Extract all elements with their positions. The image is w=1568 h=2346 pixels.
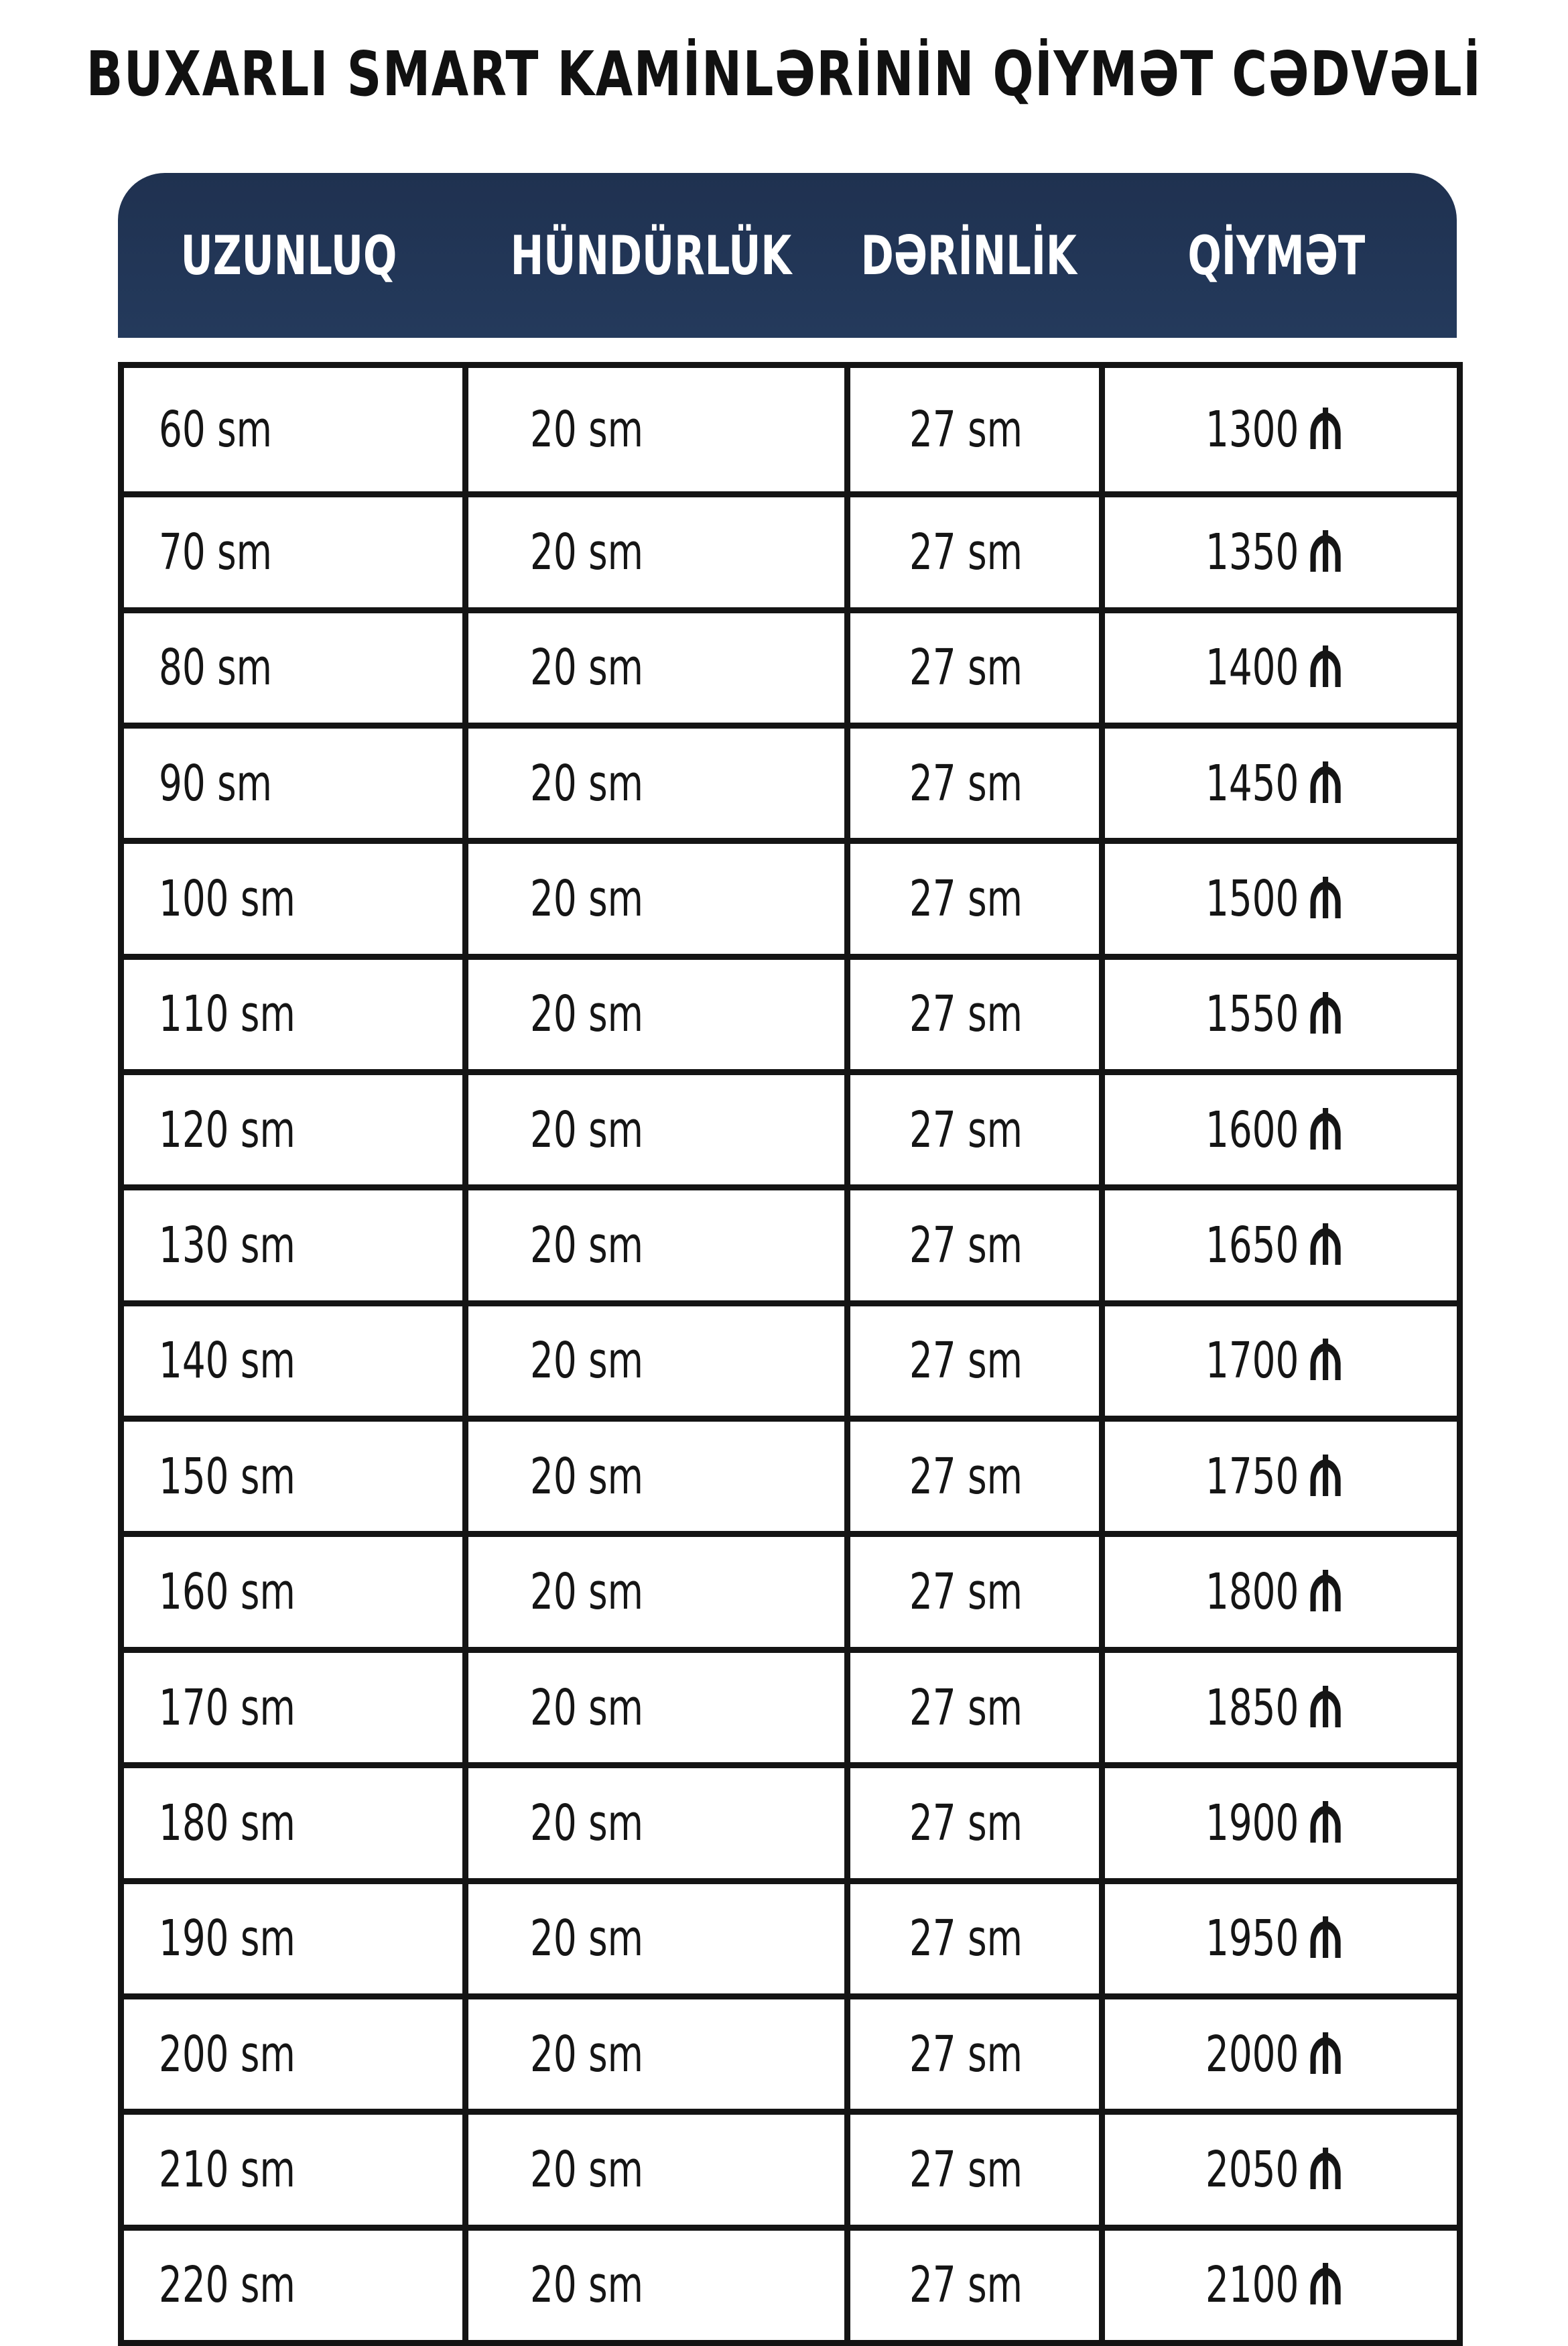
manat-icon [1309, 1684, 1342, 1729]
height-cell [466, 1766, 848, 1881]
manat-icon [1309, 1453, 1342, 1497]
depth-cell-text: 27 sm [909, 1910, 1023, 1968]
column-header-length [118, 173, 460, 338]
price-cell-value [1205, 870, 1342, 928]
price-cell [1102, 1881, 1460, 1996]
depth-cell-value [909, 2141, 1023, 2199]
price-cell-text: 1450 [1205, 754, 1299, 812]
depth-cell-value [909, 985, 1023, 1043]
depth-cell [848, 956, 1102, 1072]
length-cell-value [159, 870, 296, 928]
table-header [118, 173, 1457, 338]
height-cell-value [530, 1101, 643, 1159]
price-cell-text: 1800 [1205, 1563, 1299, 1621]
manat-icon [1309, 1222, 1342, 1266]
price-cell [1102, 1996, 1460, 2111]
manat-icon [1309, 875, 1342, 920]
length-cell-text: 180 sm [159, 1794, 296, 1852]
price-cell-value [1205, 523, 1342, 581]
price-cell-value [1205, 1563, 1342, 1621]
length-cell [121, 2227, 466, 2343]
table-row [121, 1534, 1460, 1650]
manat-icon [1309, 2262, 1342, 2306]
depth-cell-text: 27 sm [909, 870, 1023, 928]
depth-cell [848, 1303, 1102, 1418]
length-cell-text: 190 sm [159, 1910, 296, 1968]
manat-icon [1309, 991, 1342, 1035]
price-cell-text: 1900 [1205, 1794, 1299, 1852]
depth-cell-text: 27 sm [909, 1217, 1023, 1275]
length-cell-text: 120 sm [159, 1101, 296, 1159]
price-cell-value [1205, 639, 1342, 696]
table-row [121, 1303, 1460, 1418]
length-cell [121, 1766, 466, 1881]
price-cell-text: 1650 [1205, 1217, 1299, 1275]
height-cell-text: 20 sm [530, 870, 643, 928]
depth-cell-value [909, 1910, 1023, 1967]
depth-cell-value [909, 870, 1023, 928]
price-cell-value [1205, 1679, 1342, 1737]
depth-cell-text: 27 sm [909, 2025, 1023, 2083]
column-header-height-label: HÜNDÜRLÜK [510, 224, 791, 287]
price-cell-text: 1600 [1205, 1101, 1299, 1159]
height-cell-text: 20 sm [530, 1217, 643, 1275]
price-cell-value [1205, 1101, 1342, 1159]
height-cell-value [530, 401, 643, 458]
length-cell [121, 1419, 466, 1534]
height-cell [466, 365, 848, 495]
price-cell-text: 1750 [1205, 1447, 1299, 1505]
price-cell-value [1205, 401, 1342, 458]
depth-cell [848, 841, 1102, 956]
length-cell [121, 841, 466, 956]
depth-cell-value [909, 1448, 1023, 1505]
price-cell [1102, 2227, 1460, 2343]
manat-icon [1309, 406, 1342, 450]
table-row [121, 495, 1460, 610]
depth-cell [848, 365, 1102, 495]
length-cell-value [159, 985, 296, 1043]
price-table [118, 362, 1463, 2346]
height-cell-value [530, 2256, 643, 2314]
depth-cell [848, 610, 1102, 725]
length-cell-text: 70 sm [159, 523, 272, 582]
price-cell [1102, 495, 1460, 610]
length-cell-value [159, 639, 272, 696]
depth-cell-text: 27 sm [909, 2256, 1023, 2314]
length-cell [121, 956, 466, 1072]
table-row [121, 2227, 1460, 2343]
height-cell-text: 20 sm [530, 401, 643, 459]
height-cell-value [530, 985, 643, 1043]
price-cell [1102, 1188, 1460, 1303]
height-cell-text: 20 sm [530, 1794, 643, 1852]
length-cell-text: 210 sm [159, 2140, 296, 2199]
depth-cell-value [909, 523, 1023, 581]
height-cell-value [530, 1217, 643, 1274]
length-cell-value [159, 2026, 296, 2083]
depth-cell [848, 1419, 1102, 1534]
table-row [121, 726, 1460, 841]
price-cell-value [1205, 1448, 1342, 1505]
price-cell [1102, 1419, 1460, 1534]
price-cell-text: 1500 [1205, 870, 1299, 928]
price-cell-value [1205, 1910, 1342, 1967]
price-cell-value [1205, 755, 1342, 812]
height-cell [466, 1996, 848, 2111]
length-cell-text: 150 sm [159, 1447, 296, 1505]
table-row [121, 1072, 1460, 1188]
height-cell [466, 2227, 848, 2343]
manat-icon [1309, 1337, 1342, 1381]
length-cell-text: 100 sm [159, 870, 296, 928]
height-cell-value [530, 1448, 643, 1505]
height-cell-value [530, 1794, 643, 1852]
table-row [121, 1188, 1460, 1303]
length-cell-value [159, 755, 272, 812]
length-cell-value [159, 1679, 296, 1737]
length-cell [121, 2112, 466, 2227]
depth-cell-value [909, 639, 1023, 696]
table-row [121, 1766, 1460, 1881]
price-cell-value [1205, 985, 1342, 1043]
depth-cell [848, 1650, 1102, 1765]
height-cell [466, 841, 848, 956]
table-row [121, 610, 1460, 725]
depth-cell-text: 27 sm [909, 1447, 1023, 1505]
length-cell-value [159, 2141, 296, 2199]
price-cell-text: 1400 [1205, 639, 1299, 697]
depth-cell-text: 27 sm [909, 401, 1023, 459]
length-cell-value [159, 1794, 296, 1852]
height-cell-value [530, 870, 643, 928]
price-cell-text: 1700 [1205, 1332, 1299, 1390]
length-cell-text: 110 sm [159, 985, 296, 1044]
depth-cell-value [909, 1794, 1023, 1852]
price-cell [1102, 2112, 1460, 2227]
price-cell-value [1205, 2026, 1342, 2083]
manat-icon [1309, 1800, 1342, 1844]
height-cell [466, 956, 848, 1072]
price-cell-value [1205, 1217, 1342, 1274]
column-header-depth [842, 173, 1096, 338]
depth-cell-text: 27 sm [909, 1101, 1023, 1159]
table-row [121, 956, 1460, 1072]
depth-cell-text: 27 sm [909, 2140, 1023, 2199]
length-cell [121, 1188, 466, 1303]
height-cell-text: 20 sm [530, 1101, 643, 1159]
depth-cell [848, 495, 1102, 610]
price-cell-text: 1550 [1205, 985, 1299, 1044]
height-cell [466, 1072, 848, 1188]
depth-cell [848, 1188, 1102, 1303]
depth-cell [848, 1072, 1102, 1188]
depth-cell-value [909, 1101, 1023, 1159]
manat-icon [1309, 2146, 1342, 2190]
length-cell [121, 1534, 466, 1650]
price-cell [1102, 610, 1460, 725]
height-cell-text: 20 sm [530, 1332, 643, 1390]
price-cell [1102, 365, 1460, 495]
height-cell-text: 20 sm [530, 523, 643, 582]
depth-cell [848, 2227, 1102, 2343]
price-cell [1102, 956, 1460, 1072]
page-title: BUXARLI SMART KAMİNLƏRİNİN QİYMƏT CƏDVƏLİ [86, 38, 1482, 110]
length-cell-text: 160 sm [159, 1563, 296, 1621]
manat-icon [1309, 760, 1342, 804]
length-cell [121, 610, 466, 725]
table-row [121, 1881, 1460, 1996]
height-cell [466, 610, 848, 725]
height-cell-text: 20 sm [530, 2140, 643, 2199]
height-cell-text: 20 sm [530, 1678, 643, 1737]
height-cell [466, 726, 848, 841]
depth-cell-text: 27 sm [909, 754, 1023, 812]
column-header-price [1096, 173, 1457, 338]
manat-icon [1309, 1915, 1342, 1959]
depth-cell-text: 27 sm [909, 1794, 1023, 1852]
height-cell-value [530, 755, 643, 812]
depth-cell-text: 27 sm [909, 523, 1023, 582]
depth-cell [848, 1766, 1102, 1881]
length-cell-value [159, 1563, 296, 1621]
depth-cell [848, 1881, 1102, 1996]
depth-cell-text: 27 sm [909, 639, 1023, 697]
price-cell [1102, 841, 1460, 956]
price-cell-value [1205, 1332, 1342, 1390]
manat-icon [1309, 529, 1342, 573]
price-cell [1102, 726, 1460, 841]
price-cell-value [1205, 1794, 1342, 1852]
depth-cell-value [909, 1563, 1023, 1621]
price-cell-text: 2000 [1205, 2025, 1299, 2083]
table-row [121, 841, 1460, 956]
depth-cell-value [909, 2026, 1023, 2083]
depth-cell-text: 27 sm [909, 985, 1023, 1044]
depth-cell-value [909, 401, 1023, 458]
price-cell-text: 1950 [1205, 1910, 1299, 1968]
height-cell-text: 20 sm [530, 1910, 643, 1968]
length-cell-value [159, 401, 272, 458]
price-cell-text: 1300 [1205, 401, 1299, 459]
height-cell [466, 1188, 848, 1303]
length-cell-text: 170 sm [159, 1678, 296, 1737]
height-cell [466, 1650, 848, 1765]
length-cell-text: 80 sm [159, 639, 272, 697]
depth-cell-value [909, 1217, 1023, 1274]
price-cell [1102, 1072, 1460, 1188]
length-cell-text: 140 sm [159, 1332, 296, 1390]
length-cell [121, 1303, 466, 1418]
table-row [121, 2112, 1460, 2227]
length-cell-value [159, 1217, 296, 1274]
depth-cell-value [909, 1679, 1023, 1737]
table-row [121, 1650, 1460, 1765]
price-cell [1102, 1303, 1460, 1418]
price-table-body [121, 365, 1460, 2343]
depth-cell-text: 27 sm [909, 1563, 1023, 1621]
length-cell [121, 1996, 466, 2111]
manat-icon [1309, 2031, 1342, 2075]
height-cell [466, 1303, 848, 1418]
depth-cell-value [909, 1332, 1023, 1390]
depth-cell [848, 1996, 1102, 2111]
length-cell-value [159, 1101, 296, 1159]
depth-cell-value [909, 755, 1023, 812]
price-cell [1102, 1650, 1460, 1765]
price-cell [1102, 1534, 1460, 1650]
height-cell [466, 1881, 848, 1996]
column-header-depth-label: DƏRİNLİK [860, 224, 1077, 287]
depth-cell-value [909, 2256, 1023, 2314]
height-cell-value [530, 523, 643, 581]
length-cell-text: 200 sm [159, 2025, 296, 2083]
length-cell [121, 495, 466, 610]
length-cell-value [159, 1448, 296, 1505]
height-cell-text: 20 sm [530, 2025, 643, 2083]
height-cell-value [530, 639, 643, 696]
length-cell-value [159, 2256, 296, 2314]
length-cell-text: 90 sm [159, 754, 272, 812]
height-cell-text: 20 sm [530, 985, 643, 1044]
height-cell-text: 20 sm [530, 754, 643, 812]
height-cell [466, 1534, 848, 1650]
column-header-length-label: UZUNLUQ [180, 224, 397, 287]
length-cell-text: 220 sm [159, 2256, 296, 2314]
price-cell-text: 1850 [1205, 1678, 1299, 1737]
height-cell-value [530, 1332, 643, 1390]
height-cell-text: 20 sm [530, 1447, 643, 1505]
column-header-price-label: QİYMƏT [1187, 224, 1366, 287]
length-cell-value [159, 1332, 296, 1390]
height-cell-text: 20 sm [530, 639, 643, 697]
length-cell [121, 1881, 466, 1996]
table-row [121, 1996, 1460, 2111]
table-row [121, 365, 1460, 495]
height-cell-text: 20 sm [530, 2256, 643, 2314]
length-cell-text: 130 sm [159, 1217, 296, 1275]
price-cell-text: 2050 [1205, 2140, 1299, 2199]
depth-cell [848, 726, 1102, 841]
height-cell-value [530, 2141, 643, 2199]
length-cell [121, 1072, 466, 1188]
length-cell [121, 1650, 466, 1765]
height-cell [466, 2112, 848, 2227]
price-cell-text: 1350 [1205, 523, 1299, 582]
table-row [121, 1419, 1460, 1534]
length-cell [121, 365, 466, 495]
price-cell-text: 2100 [1205, 2256, 1299, 2314]
height-cell-value [530, 1910, 643, 1967]
manat-icon [1309, 644, 1342, 688]
depth-cell-text: 27 sm [909, 1332, 1023, 1390]
depth-cell-text: 27 sm [909, 1678, 1023, 1737]
column-header-height [460, 173, 842, 338]
manat-icon [1309, 1107, 1342, 1151]
height-cell-value [530, 1563, 643, 1621]
price-cell-value [1205, 2256, 1342, 2314]
length-cell [121, 726, 466, 841]
height-cell-value [530, 1679, 643, 1737]
height-cell [466, 1419, 848, 1534]
depth-cell [848, 2112, 1102, 2227]
price-cell [1102, 1766, 1460, 1881]
depth-cell [848, 1534, 1102, 1650]
length-cell-value [159, 1910, 296, 1967]
manat-icon [1309, 1568, 1342, 1613]
height-cell [466, 495, 848, 610]
length-cell-text: 60 sm [159, 401, 272, 459]
price-cell-value [1205, 2141, 1342, 2199]
height-cell-text: 20 sm [530, 1563, 643, 1621]
length-cell-value [159, 523, 272, 581]
height-cell-value [530, 2026, 643, 2083]
